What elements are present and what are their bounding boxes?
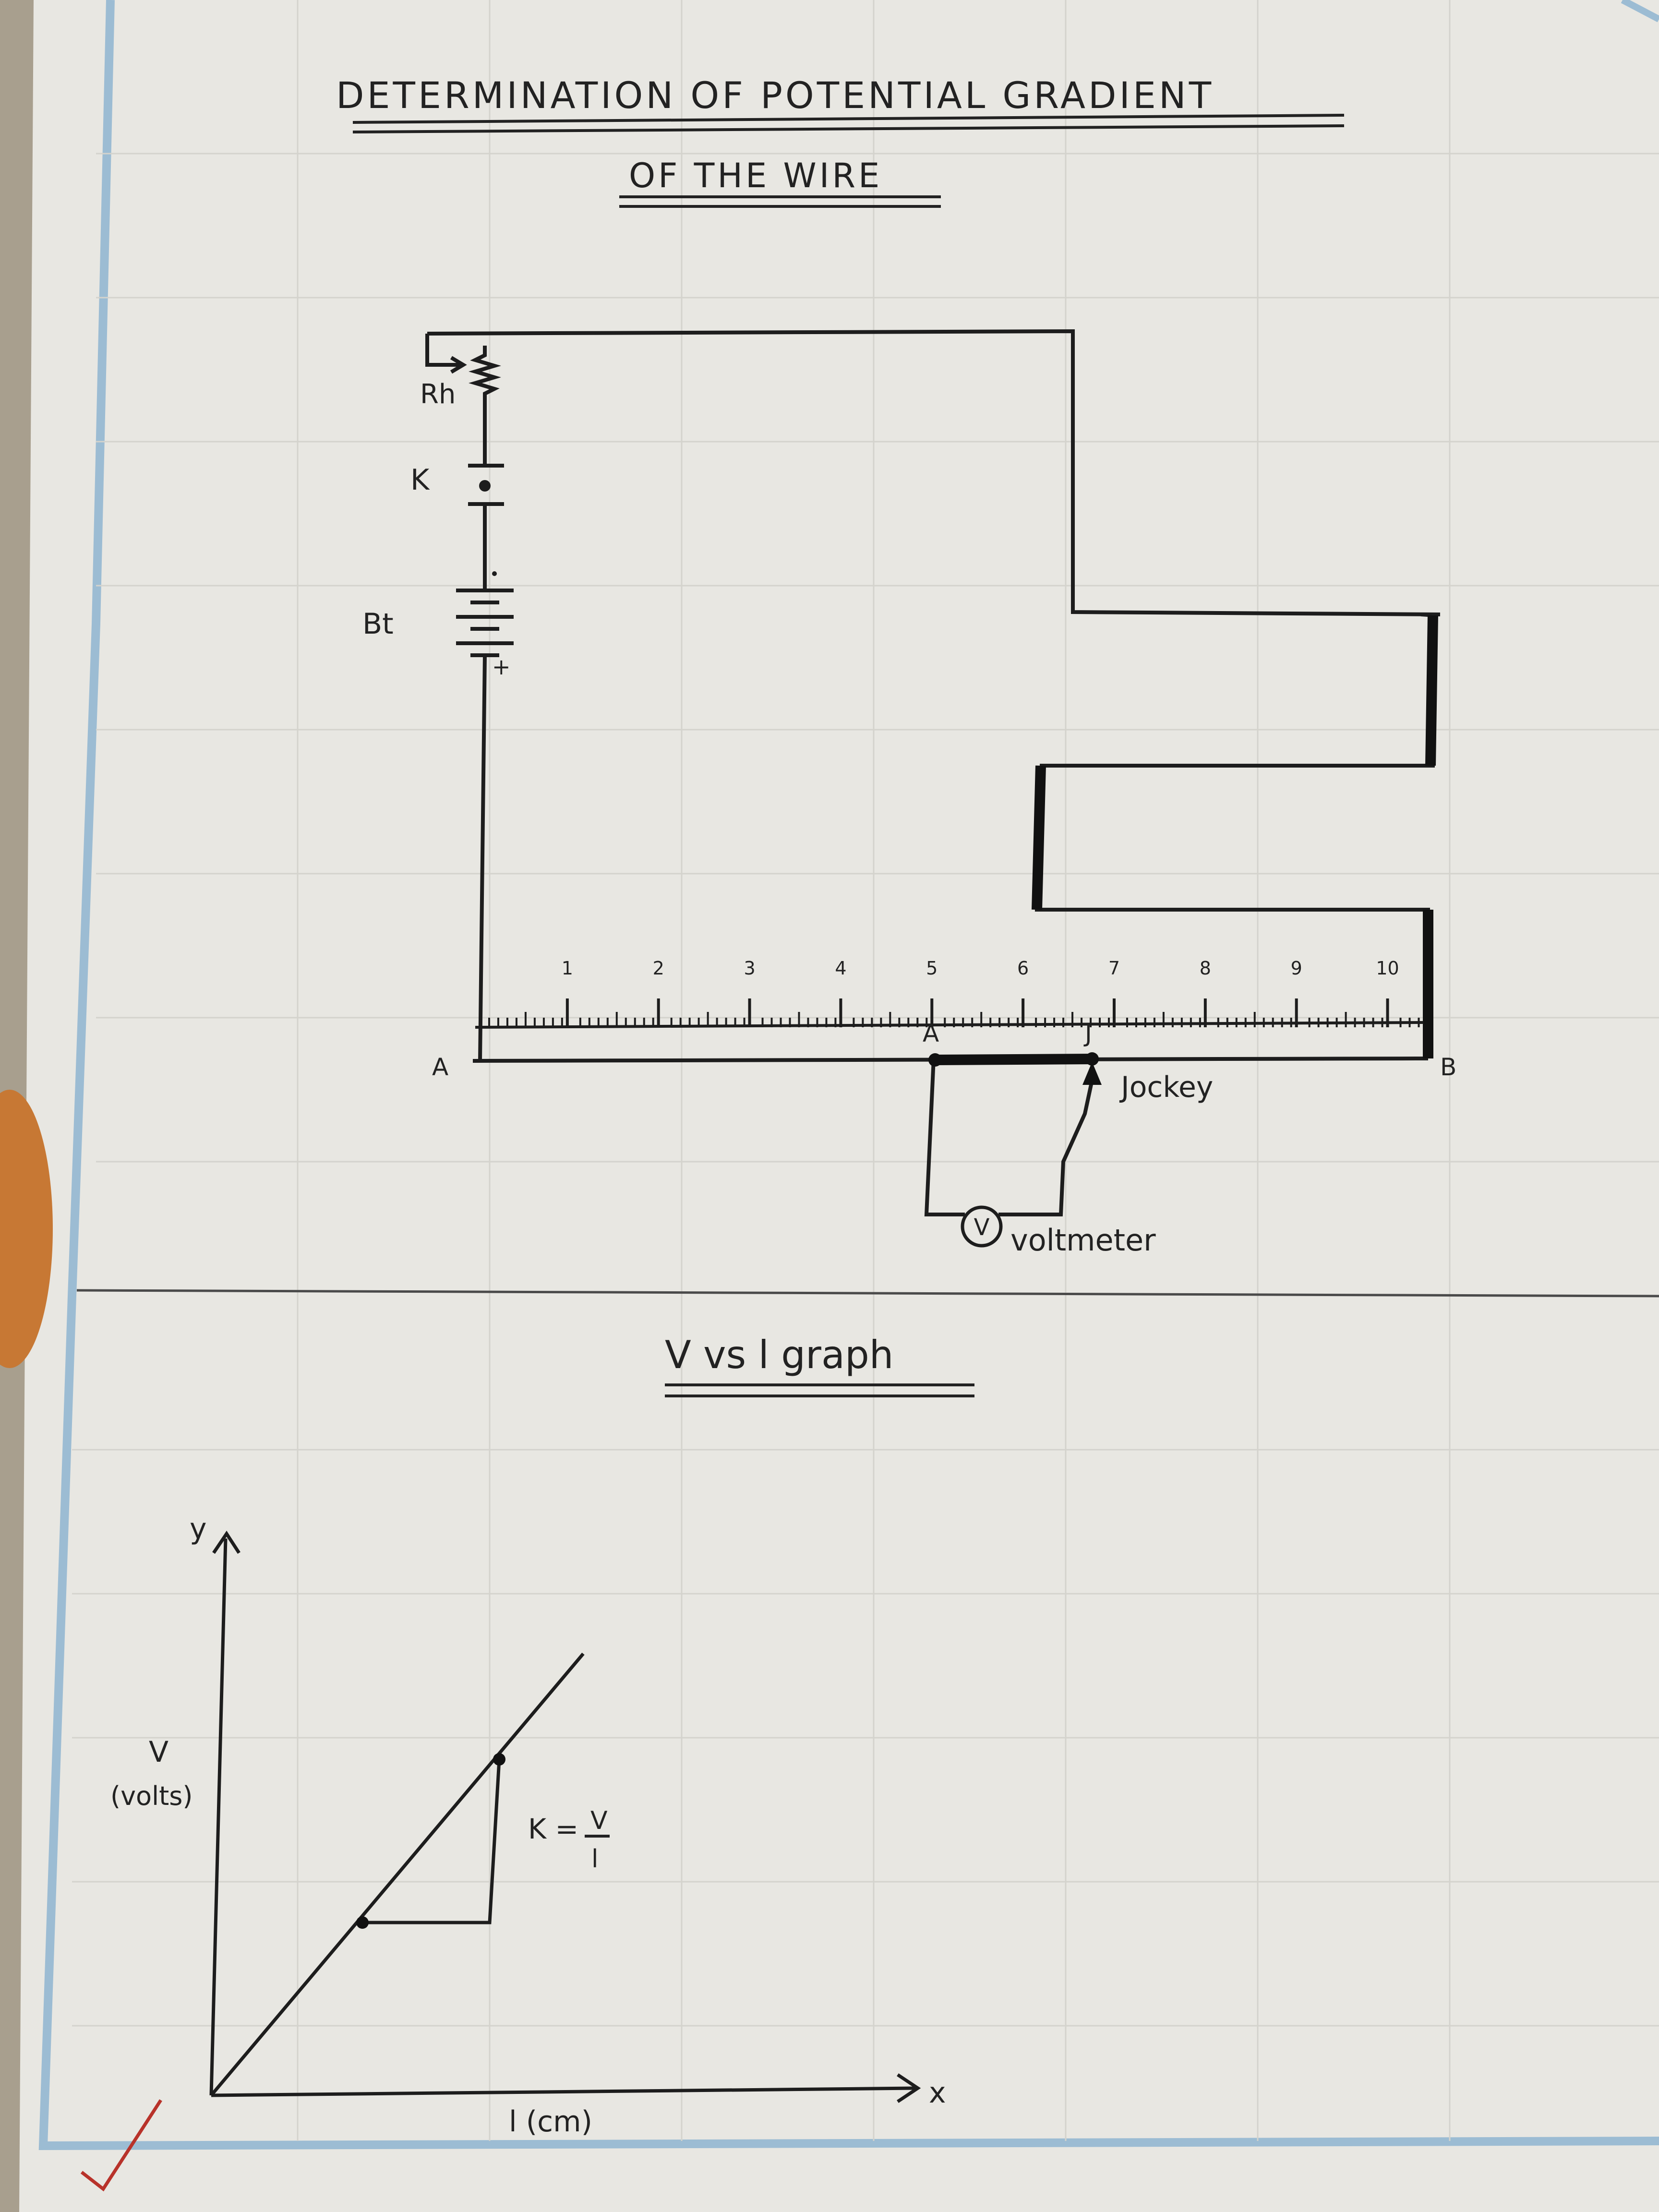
y-axis-label-v: V <box>149 1735 169 1769</box>
scale-number-label: 9 <box>1290 958 1302 979</box>
key-plug-dot <box>479 480 491 492</box>
slope-numerator: V <box>590 1806 608 1835</box>
scale-number-label: 7 <box>1108 958 1120 979</box>
slope-label-k: K = <box>528 1813 579 1845</box>
point-a-mid-label: A <box>923 1020 939 1047</box>
voltmeter-letter: V <box>974 1214 990 1241</box>
x-axis-label: l (cm) <box>509 2105 592 2139</box>
battery-plus-sign: + <box>492 654 511 680</box>
page-subtitle: OF THE WIRE <box>629 156 883 195</box>
graph-title: V vs l graph <box>665 1333 894 1377</box>
slope-point-upper <box>493 1753 505 1766</box>
battery-dot <box>492 571 497 576</box>
battery-label: Bt <box>362 607 394 641</box>
scale-number-label: 4 <box>835 958 847 979</box>
point-a-left-label: A <box>432 1053 449 1081</box>
key-label: K <box>410 463 430 497</box>
slope-point-lower <box>356 1916 369 1929</box>
scale-number-label: 5 <box>926 958 938 979</box>
voltmeter-label: voltmeter <box>1010 1223 1156 1258</box>
point-j-label: J <box>1085 1020 1092 1047</box>
rheostat-label: Rh <box>420 379 456 410</box>
scale-number-label: 2 <box>652 958 664 979</box>
scale-number-label: 3 <box>744 958 756 979</box>
page-title: DETERMINATION OF POTENTIAL GRADIENT <box>336 74 1214 117</box>
scale-number-label: 1 <box>561 958 573 979</box>
y-axis-label-units: (volts) <box>110 1781 193 1811</box>
point-a-dot <box>928 1053 942 1067</box>
scale-number-label: 10 <box>1376 958 1399 979</box>
x-axis-letter: x <box>929 2076 946 2110</box>
jockey-label: Jockey <box>1121 1070 1214 1104</box>
scale-number-label: 8 <box>1199 958 1211 979</box>
y-axis-letter: y <box>190 1512 207 1546</box>
point-b-label: B <box>1440 1053 1457 1081</box>
scale-number-label: 6 <box>1017 958 1029 979</box>
slope-denominator: l <box>591 1845 599 1874</box>
